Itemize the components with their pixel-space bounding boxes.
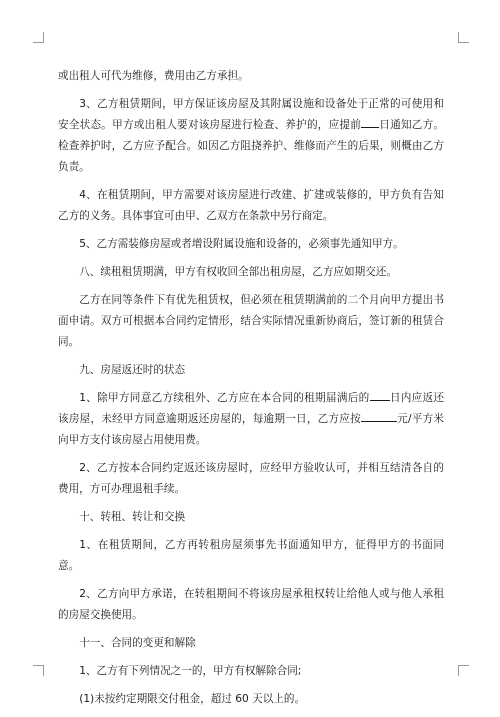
crop-mark-top-right	[458, 32, 469, 43]
document-body	[58, 66, 444, 717]
paragraph: 5、乙方需装修房屋或者增设附属设施和设备的，必须事先通知甲方。	[79, 238, 404, 250]
paragraph	[58, 388, 444, 451]
paragraph: 2、乙方按本合同约定返还该房屋时，应经甲方验收认可，并相互结清各自的费用，方可办理退租手续。	[58, 462, 444, 495]
section-heading: 十、转租、转让和交换	[79, 511, 186, 523]
fill-blank[interactable]	[361, 115, 379, 128]
crop-mark-top-left	[33, 32, 44, 43]
section-heading: 九、房屋返还时的状态	[79, 364, 186, 376]
paragraph: (1)未按约定期限交付租金，超过 60 天以上的。	[79, 693, 306, 705]
paragraph-text: 日内应返还该房屋，未经甲方同意逾期返还房屋的，每逾期一日，乙方应按	[58, 392, 444, 425]
crop-mark-bottom-left	[33, 665, 44, 676]
section-heading: 十一、合同的变更和解除	[79, 637, 196, 649]
crop-mark-bottom-right	[458, 665, 469, 676]
paragraph: 1、乙方有下列情况之一的，甲方有权解除合同;	[79, 665, 302, 677]
fill-blank[interactable]	[370, 388, 390, 401]
paragraph-text: 1、除甲方同意乙方续租外、乙方应在本合同的租期届满后的	[79, 392, 370, 404]
paragraph: 1、在租赁期间，乙方再转租房屋须事先书面通知甲方，征得甲方的书面同意。	[58, 539, 444, 572]
fill-blank[interactable]	[361, 409, 397, 422]
paragraph-text: 元/平方米向甲方支付该房屋占用使用费。	[58, 413, 444, 446]
paragraph: 或出租人可代为维修，费用由乙方承担。	[58, 70, 249, 82]
paragraph: 4、在租赁期间，甲方需要对该房屋进行改建、扩建或装修的，甲方负有告知乙方的义务。具体事宜可由甲、乙双方在条款中另行商定。	[58, 189, 444, 222]
paragraph: 2、乙方向甲方承诺，在转租期间不将该房屋承租权转让给他人或与他人承租的房屋交换使用。	[58, 588, 444, 621]
paragraph	[58, 94, 444, 178]
paragraph-text: 日通知乙方。检查养护时，乙方应予配合。如因乙方阻挠养护、维修而产生的后果，则概由乙方负责。	[58, 119, 445, 173]
paragraph-text: 3、乙方租赁期间，甲方保证该房屋及其附属设施和设备处于正常的可使用和安全状态。甲方或出租人要对该房屋进行检查、养护的，应提前	[58, 98, 444, 131]
section-heading: 八、续租租赁期满，甲方有权收回全部出租房屋，乙方应如期交还。	[79, 266, 397, 278]
paragraph: 乙方在同等条件下有优先租赁权，但必须在租赁期满前的二个月向甲方提出书面申请。双方可根据本合同约定情形，结合实际情况重新协商后，签订新的租赁合同。	[58, 294, 444, 348]
